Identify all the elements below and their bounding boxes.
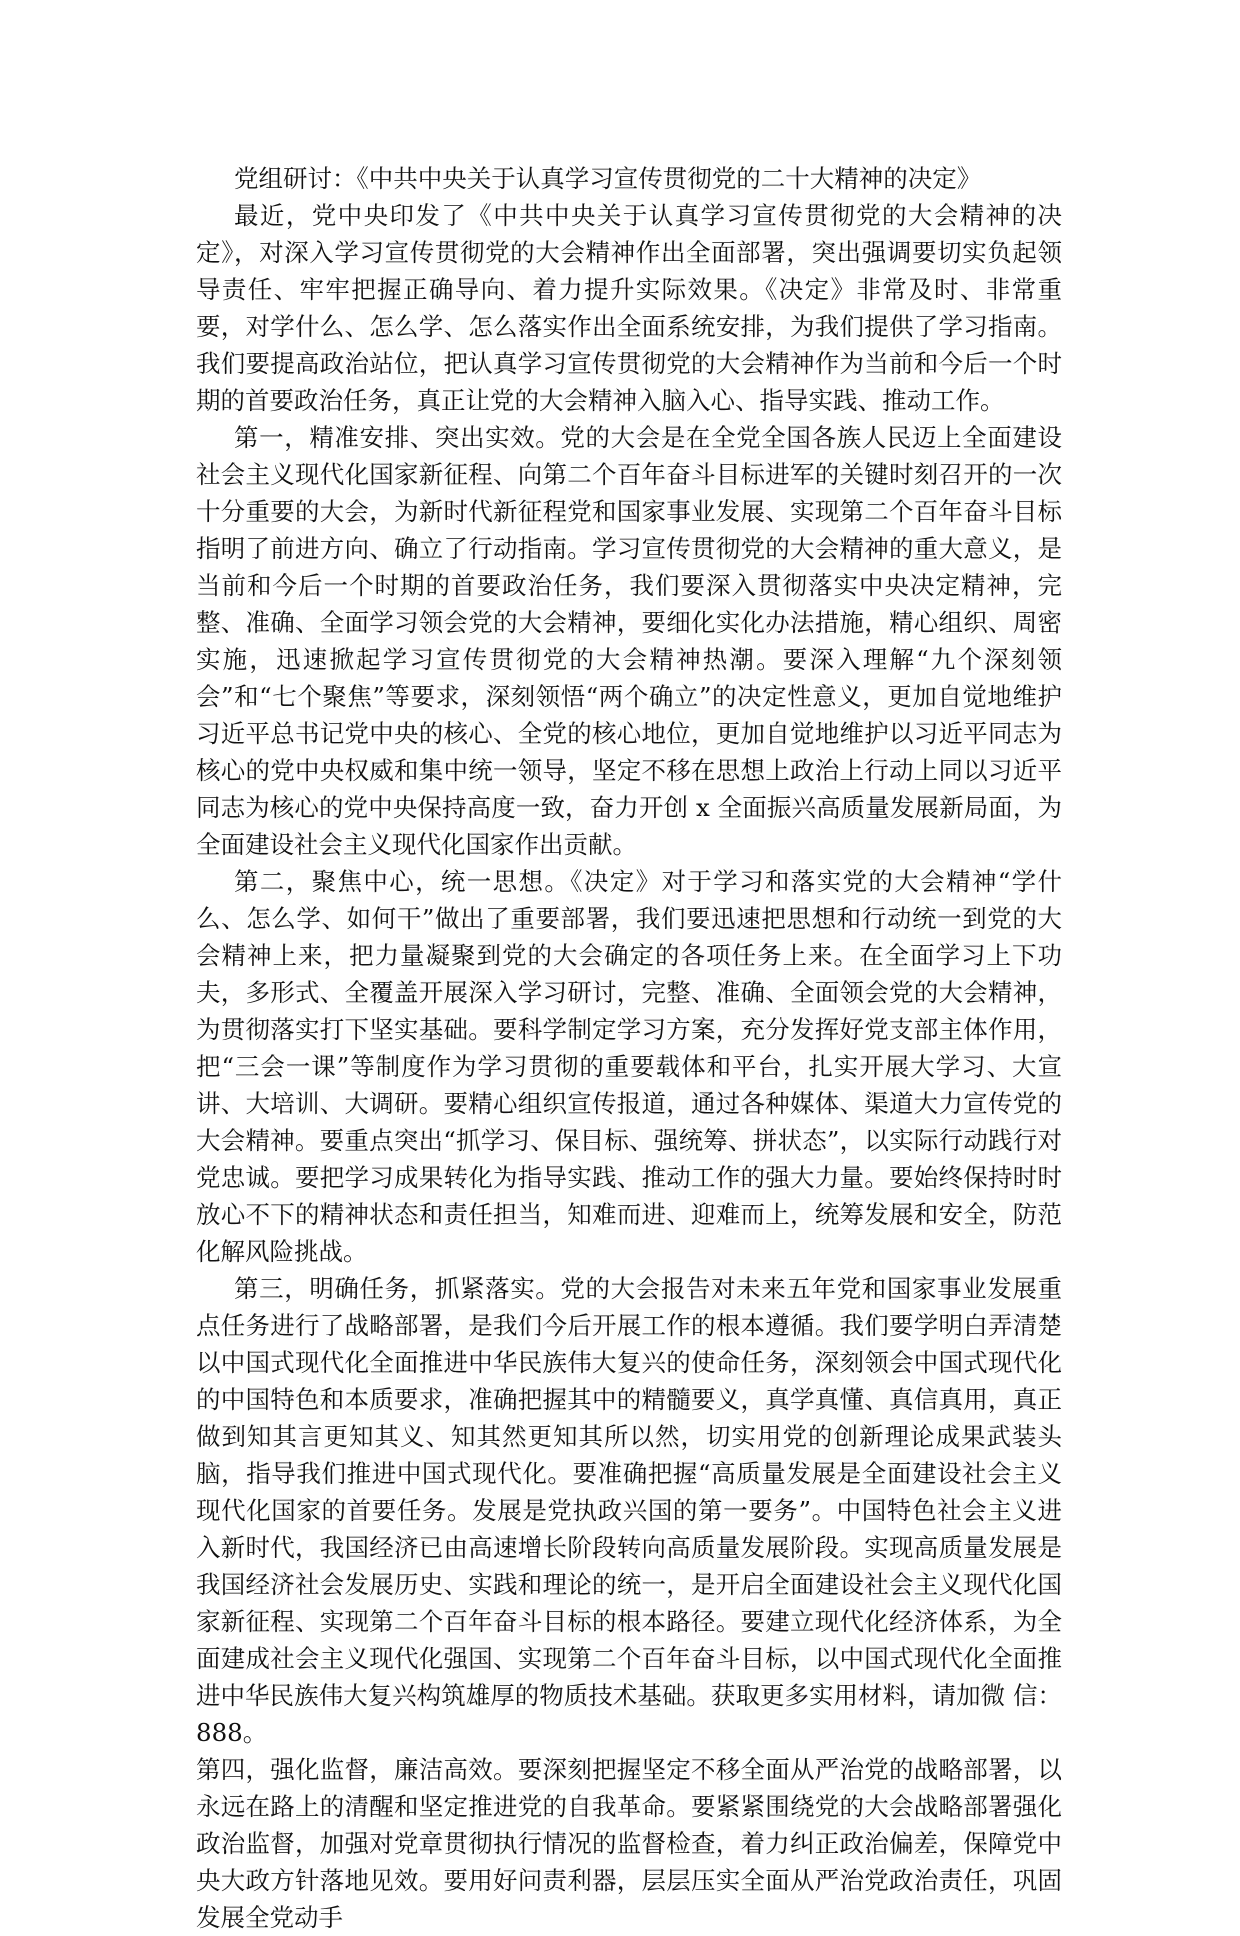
document-title: 党组研讨：《中共中央关于认真学习宣传贯彻党的二十大精神的决定》 — [234, 164, 982, 193]
paragraph-third-point: 第三，明确任务，抓紧落实。党的大会报告对未来五年党和国家事业发展重点任务进行了战略部署，是我们今后开展工作的根本遵循。我们要学明白弄清楚以中国式现代化全面推进中华民族伟大复兴的使命任务，深刻领会中国式现代化的中国特色和本质要求，准确把握其中的精髓要义，真学真懂、真信真用，真正做到知其言更知其义、知其然更知其所以然，切实用党的创新理论成果武装头脑，指导我们推进中国式现代化。要准确把握“高质量发展是全面建设社会主义现代化国家的首要任务。发展是党执政兴国的第一要务”。中国特色社会主义进入新时代，我国经济已由高速增长阶段转向高质量发展阶段。实现高质量发展是我国经济社会发展历史、实践和理论的统一，是开启全面建设社会主义现代化国家新征程、实现第二个百年奋斗目标的根本路径。要建立现代化经济体系，为全面建成社会主义现代化强国、实现第二个百年奋斗目标，以中国式现代化全面推进中华民族伟大复兴构筑雄厚的物质技术基础。获取更多实用材料，请加微 信：888。 — [196, 1274, 1062, 1747]
paragraph-fourth-point: 第四，强化监督，廉洁高效。要深刻把握坚定不移全面从严治党的战略部署，以永远在路上的清醒和坚定推进党的自我革命。要紧紧围绕党的大会战略部署强化政治监督，加强对党章贯彻执行情况的监督检查，着力纠正政治偏差，保障党中央大政方针落地见效。要用好问责利器，层层压实全面从严治党政治责任，巩固发展全党动手 — [196, 1755, 1062, 1932]
paragraph-intro: 最近，党中央印发了《中共中央关于认真学习宣传贯彻党的大会精神的决定》，对深入学习宣传贯彻党的大会精神作出全面部署，突出强调要切实负起领导责任、牢牢把握正确导向、着力提升实际效果。《决定》非常及时、非常重要，对学什么、怎么学、怎么落实作出全面系统安排，为我们提供了学习指南。我们要提高政治站位，把认真学习宣传贯彻党的大会精神作为当前和今后一个时期的首要政治任务，真正让党的大会精神入脑入心、指导实践、推动工作。 — [196, 201, 1062, 415]
paragraph-first-point: 第一，精准安排、突出实效。党的大会是在全党全国各族人民迈上全面建设社会主义现代化国家新征程、向第二个百年奋斗目标进军的关键时刻召开的一次十分重要的大会，为新时代新征程党和国家事业发展、实现第二个百年奋斗目标指明了前进方向、确立了行动指南。学习宣传贯彻党的大会精神的重大意义，是当前和今后一个时期的首要政治任务，我们要深入贯彻落实中央决定精神，完整、准确、全面学习领会党的大会精神，要细化实化办法措施，精心组织、周密实施，迅速掀起学习宣传贯彻党的大会精神热潮。要深入理解“九个深刻领会”和“七个聚焦”等要求，深刻领悟“两个确立”的决定性意义，更加自觉地维护习近平总书记党中央的核心、全党的核心地位，更加自觉地维护以习近平同志为核心的党中央权威和集中统一领导，坚定不移在思想上政治上行动上同以习近平同志为核心的党中央保持高度一致，奋力开创 x 全面振兴高质量发展新局面，为全面建设社会主义现代化国家作出贡献。 — [196, 423, 1062, 859]
document-page — [196, 160, 1062, 1936]
paragraph-second-point: 第二，聚焦中心，统一思想。《决定》对于学习和落实党的大会精神“学什么、怎么学、如何干”做出了重要部署，我们要迅速把思想和行动统一到党的大会精神上来，把力量凝聚到党的大会确定的各项任务上来。在全面学习上下功夫，多形式、全覆盖开展深入学习研讨，完整、准确、全面领会党的大会精神，为贯彻落实打下坚实基础。要科学制定学习方案，充分发挥好党支部主体作用，把“三会一课”等制度作为学习贯彻的重要载体和平台，扎实开展大学习、大宣讲、大培训、大调研。要精心组织宣传报道，通过各种媒体、渠道大力宣传党的大会精神。要重点突出“抓学习、保目标、强统筹、拼状态”，以实际行动践行对党忠诚。要把学习成果转化为指导实践、推动工作的强大力量。要始终保持时时放心不下的精神状态和责任担当，知难而进、迎难而上，统筹发展和安全，防范化解风险挑战。 — [196, 867, 1062, 1266]
